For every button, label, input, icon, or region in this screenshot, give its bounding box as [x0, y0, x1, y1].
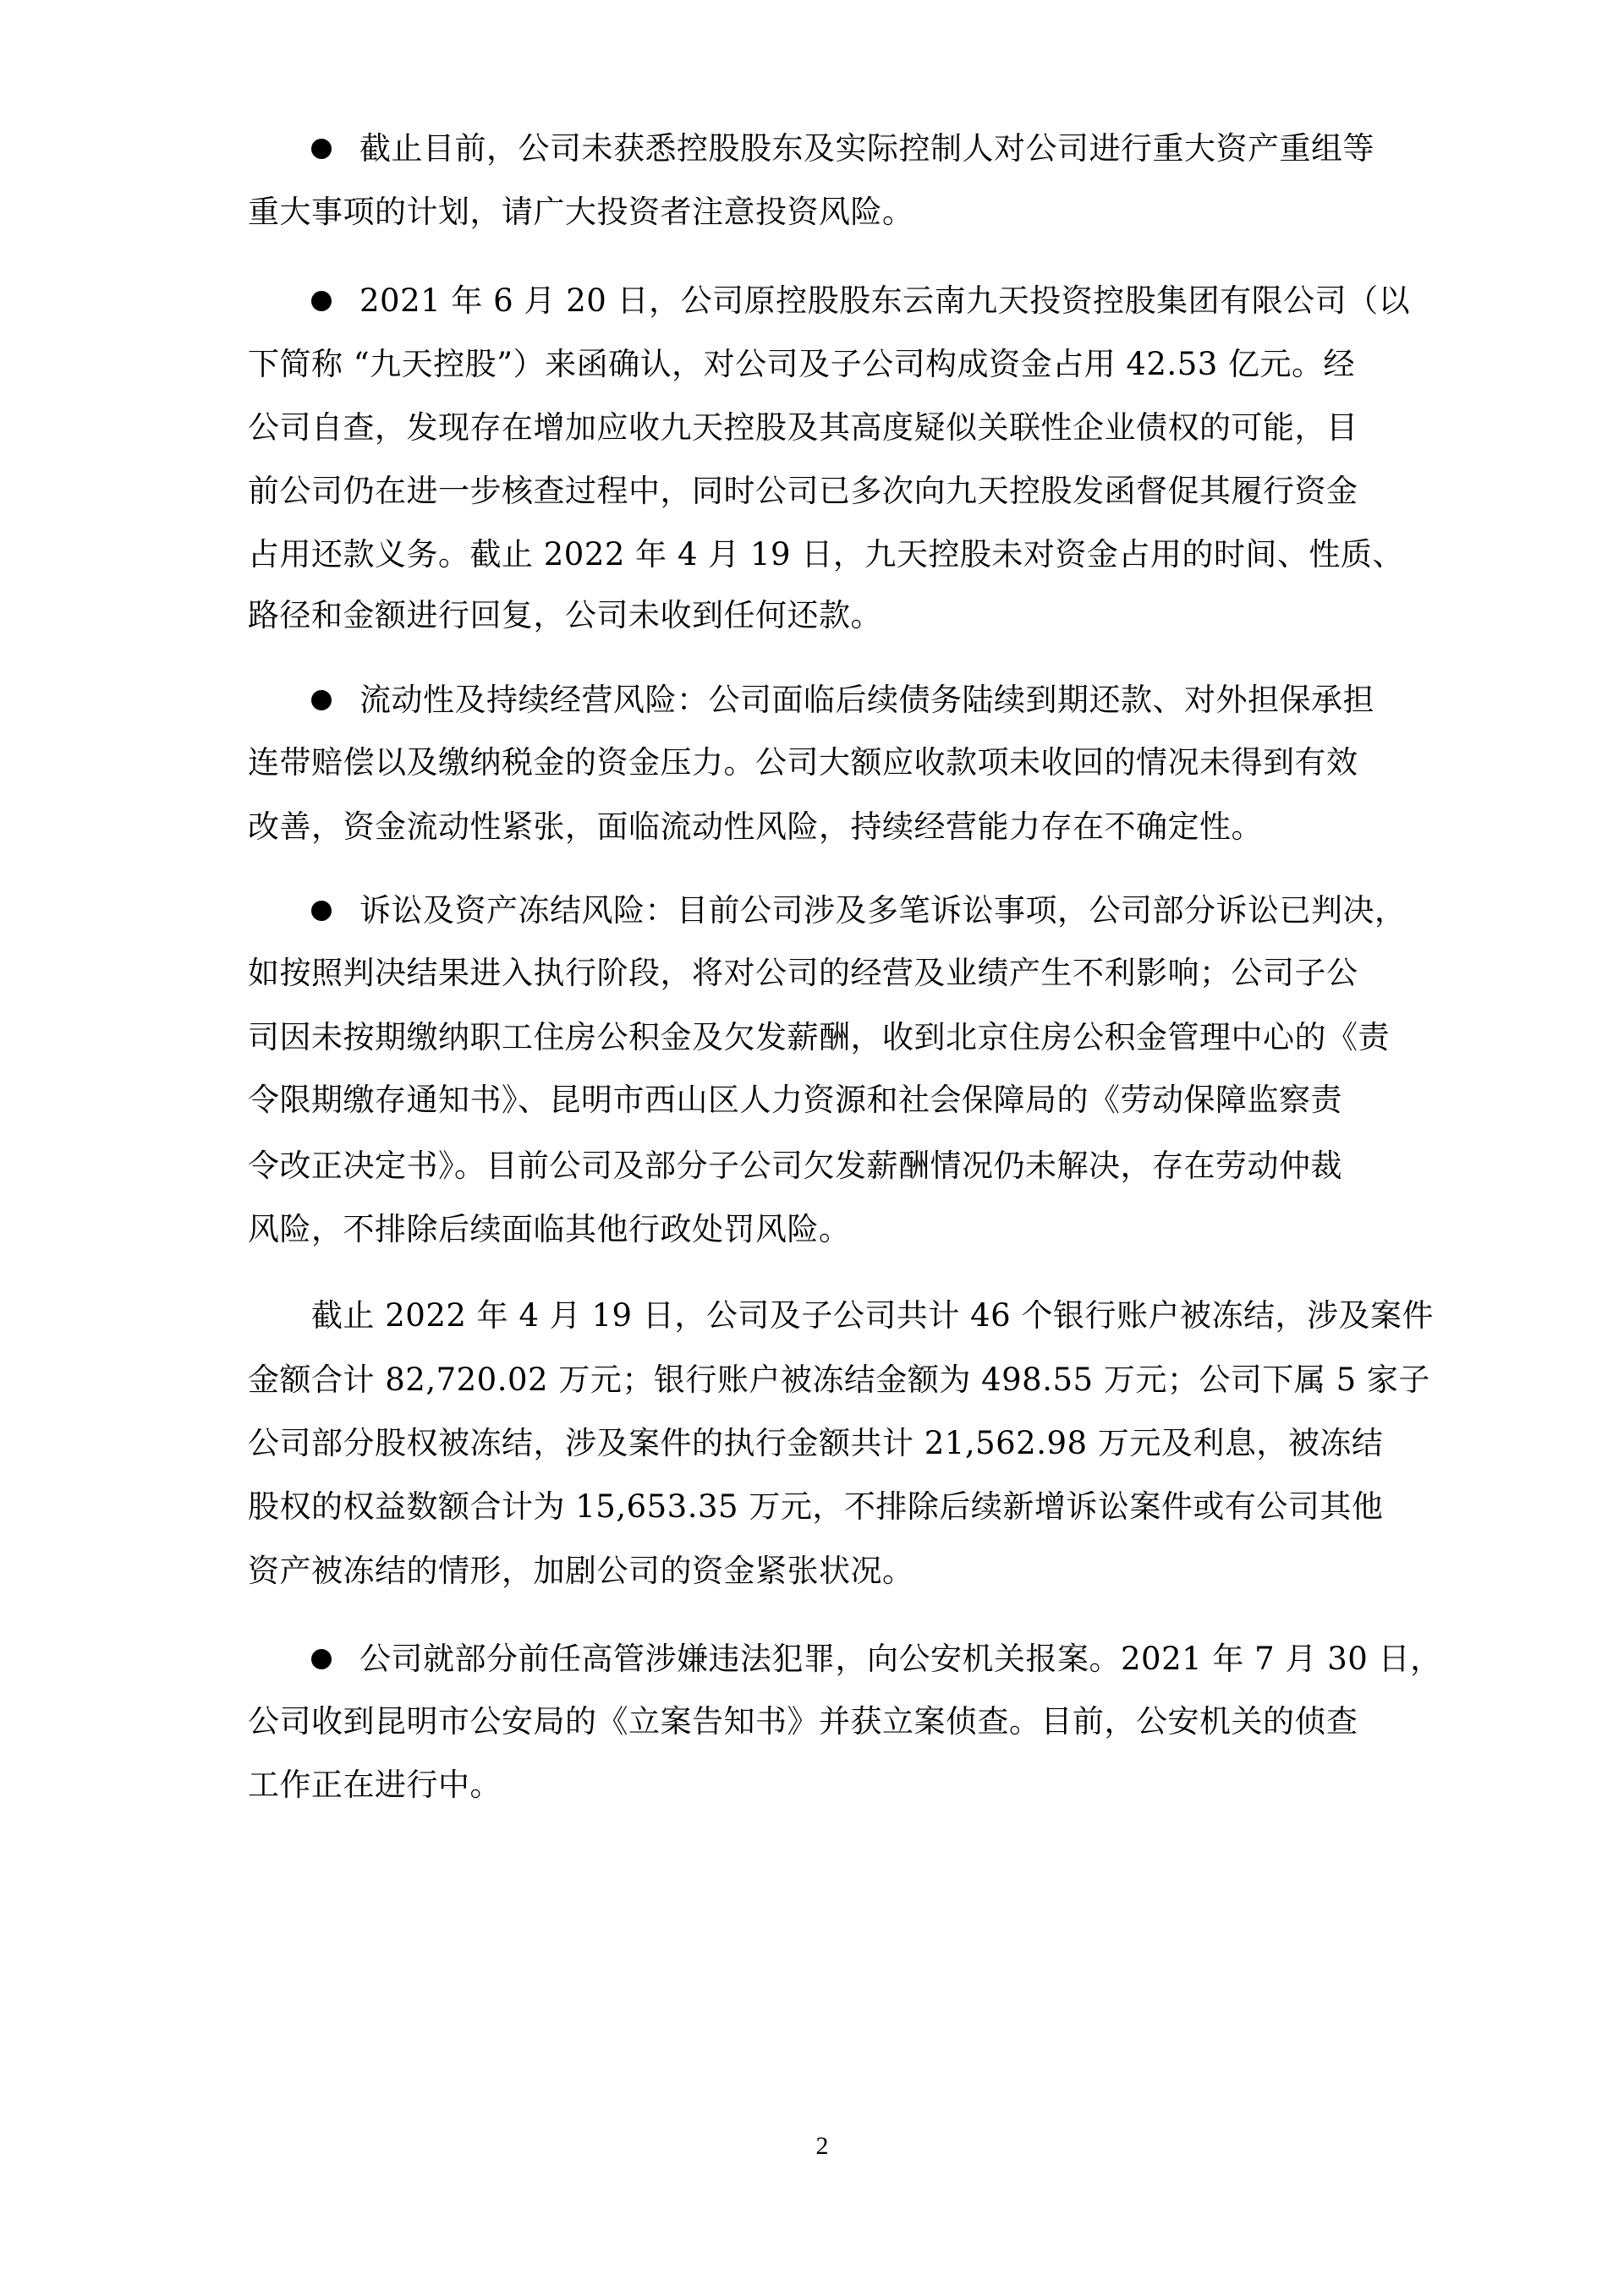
text-line: 令改正决定书》。目前公司及部分子公司欠发薪酬情况仍未解决，存在劳动仲裁: [248, 1148, 1342, 1184]
bullet-icon: [311, 901, 332, 921]
text-line: 诉讼及资产冻结风险：目前公司涉及多笔诉讼事项，公司部分诉讼已判决，: [359, 892, 1407, 929]
text-line: 下简称 “九天控股”）来函确认，对公司及子公司构成资金占用 42.53 亿元。经: [248, 346, 1356, 382]
text-line: 公司收到昆明市公安局的《立案告知书》并获立案侦查。目前，公安机关的侦查: [248, 1703, 1358, 1740]
text-line: 连带赔偿以及缴纳税金的资金压力。公司大额应收款项未收回的情况未得到有效: [248, 744, 1358, 781]
text-line: 公司部分股权被冻结，涉及案件的执行金额共计 21,562.98 万元及利息，被冻结: [248, 1425, 1384, 1461]
text-line: 流动性及持续经营风险：公司面临后续债务陆续到期还款、对外担保承担: [359, 682, 1374, 718]
text-line: 公司自查，发现存在增加应收九天控股及其高度疑似关联性企业债权的可能，目: [248, 409, 1358, 446]
text-line: 截止 2022 年 4 月 19 日，公司及子公司共计 46 个银行账户被冻结，涉及案件: [311, 1297, 1434, 1334]
bullet-icon: [311, 690, 332, 710]
bullet-icon: [311, 139, 332, 159]
text-line: 截止目前，公司未获悉控股股东及实际控制人对公司进行重大资产重组等: [359, 130, 1374, 167]
text-line: 公司就部分前任高管涉嫌违法犯罪，向公安机关报案。2021 年 7 月 30 日，: [359, 1641, 1442, 1677]
text-line: 重大事项的计划，请广大投资者注意投资风险。: [248, 194, 914, 230]
page-number: 2: [815, 2132, 829, 2160]
text-line: 工作正在进行中。: [248, 1767, 502, 1803]
text-line: 路径和金额进行回复，公司未收到任何还款。: [248, 597, 882, 633]
bullet-icon: [311, 1649, 332, 1669]
text-line: 改善，资金流动性紧张，面临流动性风险，持续经营能力存在不确定性。: [248, 808, 1263, 845]
text-line: 前公司仍在进一步核查过程中，同时公司已多次向九天控股发函督促其履行资金: [248, 473, 1358, 509]
text-line: 占用还款义务。截止 2022 年 4 月 19 日，九天控股未对资金占用的时间、性质、: [248, 536, 1404, 573]
text-line: 金额合计 82,720.02 万元；银行账户被冻结金额为 498.55 万元；公司下属 5 家子: [248, 1362, 1430, 1398]
text-line: 资产被冻结的情形，加剧公司的资金紧张状况。: [248, 1553, 914, 1589]
text-line: 2021 年 6 月 20 日，公司原控股股东云南九天投资控股集团有限公司（以: [359, 282, 1411, 319]
text-line: 风险，不排除后续面临其他行政处罚风险。: [248, 1211, 851, 1247]
text-line: 令限期缴存通知书》、昆明市西山区人力资源和社会保障局的《劳动保障监察责: [248, 1082, 1342, 1118]
text-line: 司因未按期缴纳职工住房公积金及欠发薪酬，收到北京住房公积金管理中心的《责: [248, 1019, 1390, 1055]
text-line: 如按照判决结果进入执行阶段，将对公司的经营及业绩产生不利影响；公司子公: [248, 955, 1358, 991]
bullet-icon: [311, 291, 332, 311]
text-line: 股权的权益数额合计为 15,653.35 万元，不排除后续新增诉讼案件或有公司其他: [248, 1488, 1384, 1525]
